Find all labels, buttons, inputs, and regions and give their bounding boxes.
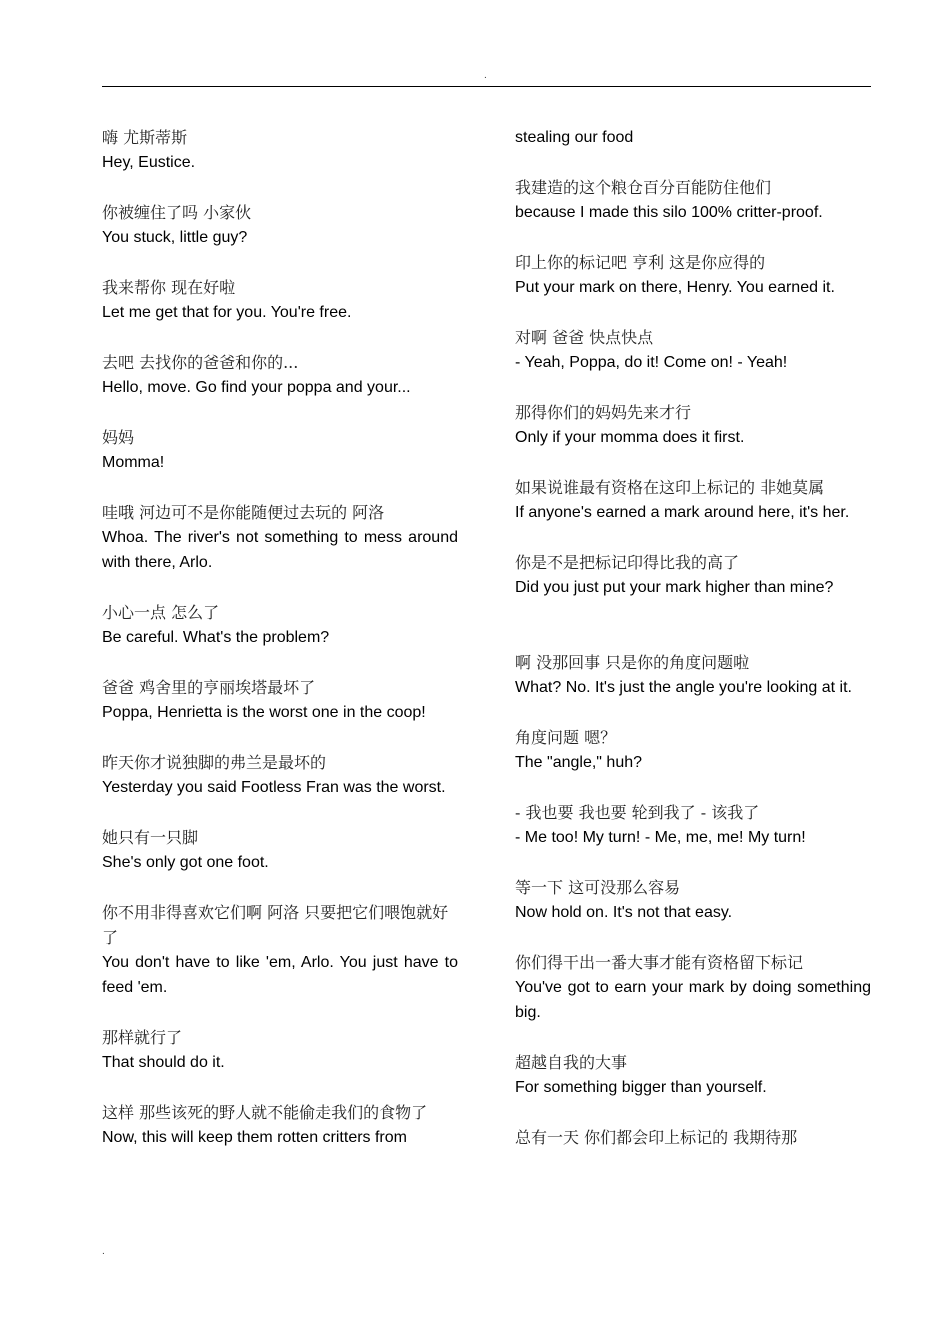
chinese-line: 这样 那些该死的野人就不能偷走我们的食物了 (102, 1103, 428, 1122)
english-line: You don't have to like 'em, Arlo. You just have to feed 'em. (102, 954, 458, 996)
subtitle-entry (102, 500, 458, 575)
subtitle-entry (515, 1050, 871, 1100)
chinese-line: 我来帮你 现在好啦 (102, 278, 236, 297)
right-column (515, 125, 871, 1175)
subtitle-entry (515, 875, 871, 925)
subtitle-entry (515, 1125, 871, 1150)
subtitle-entry (515, 400, 871, 450)
subtitle-entry (102, 750, 458, 800)
subtitle-entry (102, 425, 458, 475)
english-line: Yesterday you said Footless Fran was the worst. (102, 779, 446, 796)
subtitle-entry (515, 725, 871, 775)
chinese-line: 小心一点 怎么了 (102, 603, 220, 622)
chinese-line: 昨天你才说独脚的弗兰是最坏的 (102, 753, 327, 772)
header-mark: . (484, 70, 487, 81)
blank-line (515, 625, 871, 650)
english-line: Be careful. What's the problem? (102, 629, 330, 646)
english-line: The "angle," huh? (515, 754, 643, 771)
subtitle-entry (515, 175, 871, 225)
chinese-line: 你被缠住了吗 小家伙 (102, 203, 252, 222)
english-line: Hello, move. Go find your poppa and your... (102, 379, 411, 396)
english-line: Now, this will keep them rotten critters from (102, 1129, 407, 1146)
subtitle-entry (515, 125, 871, 150)
english-line: Let me get that for you. You're free. (102, 304, 352, 321)
english-line: For something bigger than yourself. (515, 1079, 767, 1096)
chinese-line: 总有一天 你们都会印上标记的 我期待那 (515, 1128, 798, 1147)
subtitle-entry (102, 125, 458, 175)
subtitle-entry (102, 200, 458, 250)
chinese-line: 对啊 爸爸 快点快点 (515, 328, 654, 347)
subtitle-entry (102, 275, 458, 325)
subtitle-entry (515, 325, 871, 375)
chinese-line: 嗨 尤斯蒂斯 (102, 128, 188, 147)
subtitle-entry (102, 1025, 458, 1075)
english-line: You've got to earn your mark by doing something big. (515, 979, 871, 1021)
english-line: Only if your momma does it first. (515, 429, 745, 446)
english-line: That should do it. (102, 1054, 225, 1071)
english-line: Now hold on. It's not that easy. (515, 904, 733, 921)
left-column (102, 125, 458, 1175)
subtitle-entry (515, 650, 871, 700)
chinese-line: 等一下 这可没那么容易 (515, 878, 681, 897)
english-line: Whoa. The river's not something to mess around with there, Arlo. (102, 529, 458, 571)
subtitle-entry (102, 600, 458, 650)
english-line: Hey, Eustice. (102, 154, 196, 171)
chinese-line: 她只有一只脚 (102, 828, 199, 847)
english-line: - Yeah, Poppa, do it! Come on! - Yeah! (515, 354, 788, 371)
subtitle-entry (515, 550, 871, 600)
english-line: stealing our food (515, 129, 634, 146)
english-line: If anyone's earned a mark around here, it's her. (515, 504, 850, 521)
subtitle-entry (515, 950, 871, 1025)
english-line: Momma! (102, 454, 165, 471)
chinese-line: 那得你们的妈妈先来才行 (515, 403, 692, 422)
chinese-line: 角度问题 嗯？ (515, 728, 617, 747)
english-line: Did you just put your mark higher than mine? (515, 579, 834, 596)
subtitle-entry (102, 1100, 458, 1150)
subtitle-entry (102, 900, 458, 1000)
english-line: - Me too! My turn! - Me, me, me! My turn! (515, 829, 806, 846)
chinese-line: 哇哦 河边可不是你能随便过去玩的 阿洛 (102, 503, 385, 522)
subtitle-entry (515, 800, 871, 850)
chinese-line: 爸爸 鸡舍里的亨丽埃塔最坏了 (102, 678, 316, 697)
english-line: Poppa, Henrietta is the worst one in the coop! (102, 704, 426, 721)
english-line: She's only got one foot. (102, 854, 269, 871)
english-line: What? No. It's just the angle you're looking at it. (515, 679, 852, 696)
english-line: You stuck, little guy? (102, 229, 248, 246)
chinese-line: 你不用非得喜欢它们啊 阿洛 只要把它们喂饱就好了 (102, 903, 449, 947)
chinese-line: 我建造的这个粮仓百分百能防住他们 (515, 178, 772, 197)
chinese-line: 你们得干出一番大事才能有资格留下标记 (515, 953, 804, 972)
chinese-line: 印上你的标记吧 亨利 这是你应得的 (515, 253, 766, 272)
subtitle-entry (515, 475, 871, 525)
chinese-line: 超越自我的大事 (515, 1053, 628, 1072)
english-line: Put your mark on there, Henry. You earned it. (515, 279, 835, 296)
chinese-line: 那样就行了 (102, 1028, 183, 1047)
chinese-line: 如果说谁最有资格在这印上标记的 非她莫属 (515, 478, 825, 497)
subtitle-entry (102, 825, 458, 875)
chinese-line: 妈妈 (102, 428, 135, 447)
chinese-line: 你是不是把标记印得比我的高了 (515, 553, 740, 572)
chinese-line: 去吧 去找你的爸爸和你的... (102, 353, 299, 372)
chinese-line: 啊 没那回事 只是你的角度问题啦 (515, 653, 750, 672)
footer-mark: . (102, 1246, 105, 1257)
subtitle-entry (102, 675, 458, 725)
english-line: because I made this silo 100% critter-proof. (515, 204, 823, 221)
subtitle-entry (102, 350, 458, 400)
chinese-line: - 我也要 我也要 轮到我了 - 该我了 (515, 803, 760, 822)
header-rule (102, 86, 871, 87)
subtitle-entry (515, 250, 871, 300)
